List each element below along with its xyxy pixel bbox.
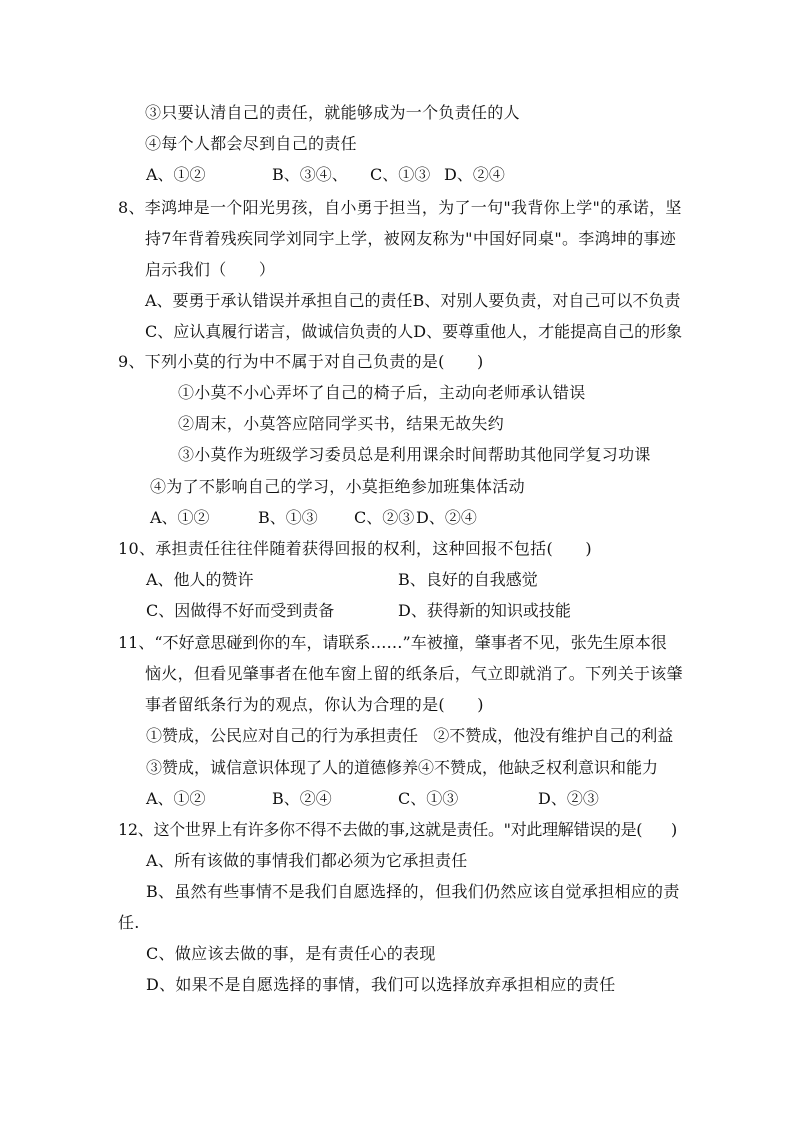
q7-statement-3: ③只要认清自己的责任，就能够成为一个负责任的人 (145, 103, 520, 122)
q10-option-a: A、他人的赞许 (146, 570, 254, 589)
q9-statement-4: ④为了不影响自己的学习，小莫拒绝参加班集体活动 (150, 477, 525, 496)
q7-option-b: B、③④、 (272, 165, 348, 184)
q12-option-c: C、做应该去做的事，是有责任心的表现 (146, 944, 436, 963)
q9-statement-2: ②周末，小莫答应陪同学买书，结果无故失约 (178, 414, 505, 433)
q9-statement-3: ③小莫作为班级学习委员总是利用课余时间帮助其他同学复习功课 (178, 445, 651, 464)
q12-option-d: D、如果不是自愿选择的事情，我们可以选择放弃承担相应的责任 (146, 975, 616, 994)
q10-option-b: B、良好的自我感觉 (398, 570, 538, 589)
q11-statements-12: ①赞成，公民应对自己的行为承担责任 ②不赞成，他没有维护自己的利益 (146, 726, 674, 745)
q8-stem-line-2: 持7年背着残疾同学刘同宇上学，被网友称为"中国好同桌"。李鸿坤的事迹 (145, 229, 677, 248)
q10-stem: 10、承担责任往往伴随着获得回报的权利，这种回报不包括( ) (118, 539, 592, 558)
q9-option-c: C、②③ (354, 508, 415, 527)
q11-stem-line-3: 事者留纸条行为的观点，你认为合理的是( ) (145, 695, 484, 714)
q11-option-c: C、①③ (398, 789, 459, 808)
q10-option-c: C、因做得不好而受到责备 (146, 601, 335, 620)
q7-option-c: C、①③ (370, 165, 431, 184)
q12-stem: 12、这个世界上有许多你不得不去做的事,这就是责任。"对此理解错误的是( ) (118, 820, 677, 839)
q7-option-a: A、①② (146, 165, 206, 184)
q9-stem: 9、下列小莫的行为中不属于对自己负责的是( ) (118, 352, 484, 371)
q9-option-b: B、①③ (258, 508, 318, 527)
q11-option-a: A、①② (146, 789, 206, 808)
q9-option-d: D、②④ (416, 508, 477, 527)
q8-options-cd: C、应认真履行诺言，做诚信负责的人D、要尊重他人，才能提高自己的形象 (145, 322, 683, 341)
q8-stem-line-3: 启示我们（ ） (145, 260, 276, 279)
q11-option-d: D、②③ (538, 789, 599, 808)
q8-stem-line-1: 8、李鸿坤是一个阳光男孩，自小勇于担当，为了一句"我背你上学"的承诺，坚 (118, 198, 682, 217)
q7-option-d: D、②④ (444, 165, 505, 184)
q9-statement-1: ①小莫不小心弄坏了自己的椅子后，主动向老师承认错误 (178, 383, 586, 402)
q11-stem-line-1: 11、“不好意思碰到你的车，请联系……”车被撞，肇事者不见，张先生原本很 (118, 633, 667, 652)
q11-stem-line-2: 恼火，但看见肇事者在他车窗上留的纸条后，气立即就消了。下列关于该肇 (145, 664, 683, 683)
q10-option-d: D、获得新的知识或技能 (398, 601, 571, 620)
q8-options-ab: A、要勇于承认错误并承担自己的责任B、对别人要负责，对自己可以不负责 (145, 291, 681, 310)
q12-option-b-line-2: 任. (118, 913, 140, 932)
q11-option-b: B、②④ (272, 789, 332, 808)
q7-statement-4: ④每个人都会尽到自己的责任 (145, 134, 357, 153)
q12-option-b-line-1: B、虽然有些事情不是我们自愿选择的，但我们仍然应该自觉承担相应的责 (146, 882, 680, 901)
q9-option-a: A、①② (150, 508, 210, 527)
q11-statements-34: ③赞成，诚信意识体现了人的道德修养④不赞成，他缺乏权利意识和能力 (146, 758, 659, 777)
q12-option-a: A、所有该做的事情我们都必须为它承担责任 (146, 851, 468, 870)
